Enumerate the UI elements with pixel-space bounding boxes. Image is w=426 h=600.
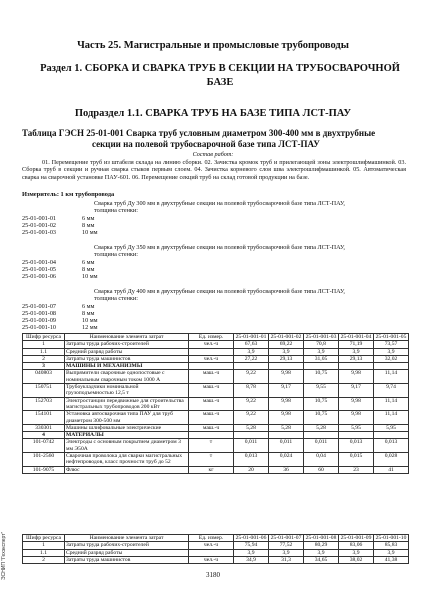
cell-value [234,432,269,439]
cell-value: 3,9 [304,348,339,355]
norm-value: 10 мм [82,229,98,237]
cell-value: 9,98 [339,370,374,384]
cell-value: 75,94 [234,542,269,549]
header-unit: Ед. измер. [189,334,234,341]
section-title: Раздел 1. СБОРКА И СВАРКА ТРУБ В СЕКЦИИ НА ТРУБОСВАРОЧНОЙ БАЗЕ [40,63,400,88]
norm-value: 12 мм [82,324,98,332]
cell-value: 3,9 [304,549,339,556]
cell-value: 23 [339,466,374,473]
cell-value: 41,38 [374,556,409,563]
composition-text: 01. Перемещение труб из штабеля склада на линию сборки. 02. Зачистка кромок труб и прилегающей зоны электрошлифмашинкой. 03. Сборка труб в секции и ручная сварка стыков первым слоем. 04. Зачистка корневого слоя шва электрошлифмашинкой. 05. Автоматическая сварка на сварочной установке ПАУ-601. 06. Перемещение секций труб на склад готовой продукции на базе. [22,159,406,181]
cell-value [374,363,409,370]
cell-value: 38,02 [339,556,374,563]
cell-value: 69,22 [269,341,304,348]
cell-value: 32,02 [374,355,409,362]
cell-value: 3,9 [234,348,269,355]
cell-element-name: Затраты труда рабочих-строителей [65,542,189,549]
group-description-2: толщина стенки: [94,207,138,215]
cell-unit: чел.-ч [189,341,234,348]
table-row [23,556,409,563]
cell-unit: чел.-ч [189,355,234,362]
cell-unit: маш.-ч [189,370,234,384]
table-row [23,370,409,384]
cell-value: 5,28 [269,424,304,431]
header-norm-code: 25-01-001-07 [269,535,304,542]
table-title-line-1: Таблица ГЭСН 25-01-001 Сварка труб условным диаметром 300-400 мм в двухтрубные [22,128,376,138]
cell-value: 9,74 [374,384,409,398]
cell-value: 11,14 [374,370,409,384]
norm-value: 6 мм [82,214,95,222]
cell-value [339,363,374,370]
cell-value: 67,63 [234,341,269,348]
norm-code: 25-01-001-04 [22,258,57,266]
cell-value [374,432,409,439]
header-norm-code: 25-01-001-05 [374,334,409,341]
header-norm-code: 25-01-001-09 [339,535,374,542]
group-description: Сварка труб Ду 300 мм в двухтрубные секции на полевой трубосварочной базе типа ЛСТ-ПАУ, [94,200,345,207]
cell-unit: т [189,439,234,453]
cell-element-name: Затраты труда машинистов [65,556,189,563]
cell-element-name: МАШИНЫ И МЕХАНИЗМЫ [65,363,189,370]
norm-value: 10 мм [82,273,98,281]
cell-value: 0,011 [304,439,339,453]
table-row [23,424,409,431]
cell-element-name: Электростанции передвижные для строительства магистральных трубопроводов 200 кВт [65,397,189,411]
header-norm-code: 25-01-001-04 [339,334,374,341]
cell-value: 11,14 [374,411,409,425]
cell-unit: маш.-ч [189,411,234,425]
cell-value: 0,013 [234,453,269,467]
cell-value: 9,22 [234,397,269,411]
norm-group-1 [22,200,412,236]
norm-code: 25-01-001-03 [22,229,57,237]
cell-value: 29,13 [269,355,304,362]
cell-resource-code: 152703 [23,397,65,411]
cell-unit [189,549,234,556]
cell-value: 5,95 [374,424,409,431]
cell-value: 10,75 [304,370,339,384]
norm-group-2 [22,244,412,280]
cell-value: 85,83 [374,542,409,549]
cell-unit: маш.-ч [189,424,234,431]
group-description-2: толщина стенки: [94,295,138,303]
cell-value: 8,78 [234,384,269,398]
cell-resource-code: 1 [23,542,65,549]
group-item [22,215,412,222]
cell-element-name: Затраты труда машинистов [65,355,189,362]
norm-code: 25-01-001-07 [22,302,57,310]
cell-value: 9,17 [339,384,374,398]
table-row [23,348,409,355]
norm-code: 25-01-001-01 [22,214,57,222]
part-title: Часть 25. Магистральные и промысловые трубопроводы [77,40,349,51]
side-note-text: ЭСНИП "Гехэксперт" [1,531,7,580]
cell-resource-code: 101-2560 [23,453,65,467]
cell-value: 9,55 [304,384,339,398]
cell-value: 80,29 [304,542,339,549]
cell-unit [189,348,234,355]
cell-value: 27,22 [234,355,269,362]
table-row [23,411,409,425]
table-row [23,363,409,370]
cell-value: 0,015 [339,453,374,467]
cell-value: 3,9 [269,549,304,556]
cell-unit: маш.-ч [189,384,234,398]
cell-element-name: Средний разряд работы [65,549,189,556]
cell-value: 5,28 [234,424,269,431]
norm-code: 25-01-001-02 [22,221,57,229]
cell-value: 31,05 [304,355,339,362]
table-title [22,128,412,150]
group-item [22,317,412,324]
norm-code: 25-01-001-09 [22,317,57,325]
cell-value: 0,024 [269,453,304,467]
cell-value: 83,06 [339,542,374,549]
cell-value: 31,3 [269,556,304,563]
table-row [23,341,409,348]
cell-value: 9,17 [269,384,304,398]
cell-resource-code: 150751 [23,384,65,398]
norm-value: 8 мм [82,309,95,317]
cell-value: 3,9 [234,549,269,556]
group-item [22,259,412,266]
norm-value: 10 мм [82,317,98,325]
cell-value [339,432,374,439]
subsection-title: Подраздел 1.1. СВАРКА ТРУБ НА БАЗЕ ТИПА ЛСТ-ПАУ [74,108,352,119]
cell-element-name: Установка автосварочная типа ПАУ для труб диаметром 300-500 мм [65,411,189,425]
cell-value: 77,52 [269,542,304,549]
cell-value: 3,9 [374,549,409,556]
table-header-row [23,334,409,341]
cell-resource-code: 330301 [23,424,65,431]
cell-value: 0,028 [374,453,409,467]
table-row [23,355,409,362]
cell-value: 9,98 [269,370,304,384]
group-item [22,310,412,317]
cell-unit: т [189,453,234,467]
norm-value: 6 мм [82,302,95,310]
cell-element-name: МАТЕРИАЛЫ [65,432,189,439]
cell-value: 9,98 [339,397,374,411]
cell-value: 0,013 [339,439,374,453]
cell-element-name: Выпрямители сварочные однопостовые с номинальным сварочным током 1000 А [65,370,189,384]
header-norm-code: 25-01-001-03 [304,334,339,341]
cell-value [304,363,339,370]
cell-value: 34,65 [304,556,339,563]
cell-resource-code: 1.1 [23,348,65,355]
cell-value: 29,13 [339,355,374,362]
table-row [23,466,409,473]
cell-unit [189,432,234,439]
cell-value: 34,9 [234,556,269,563]
table-row [23,549,409,556]
cell-value: 9,98 [269,397,304,411]
header-resource-code: Шифр ресурса [23,334,65,341]
meter-label: Измеритель: 1 км трубопровода [22,191,115,198]
cell-value: 3,9 [269,348,304,355]
group-description-2: толщина стенки: [94,251,138,259]
cell-resource-code: 1 [23,341,65,348]
cell-resource-code: 1.1 [23,549,65,556]
cell-value: 10,75 [304,397,339,411]
table-row [23,384,409,398]
cell-element-name: Электроды с основным покрытием диаметром 3 мм Э50А [65,439,189,453]
cell-value: 5,95 [339,424,374,431]
group-item [22,303,412,310]
cell-value: 3,9 [339,549,374,556]
composition-heading: Состав работ: [192,151,234,158]
norm-code: 25-01-001-10 [22,324,57,332]
table-title-line-2: секции на полевой трубосварочной базе типа ЛСТ-ПАУ [92,139,320,149]
norm-value: 8 мм [82,221,95,229]
norm-code: 25-01-001-05 [22,265,57,273]
cell-value: 0,013 [374,439,409,453]
table-header-row [23,535,409,542]
header-norm-code: 25-01-001-06 [234,535,269,542]
cell-value: 73,57 [374,341,409,348]
group-item [22,266,412,273]
table-row [23,439,409,453]
cell-unit: маш.-ч [189,397,234,411]
cell-value: 20 [234,466,269,473]
header-unit: Ед. измер. [189,535,234,542]
cell-resource-code: 154101 [23,411,65,425]
side-watermark [1,460,11,580]
header-resource-code: Шифр ресурса [23,535,65,542]
cell-element-name: Средний разряд работы [65,348,189,355]
cell-element-name: Сварочная проволока для сварки магистральных нефтепроводов, класс прочности труб до 52 [65,453,189,467]
cell-value: 3,9 [374,348,409,355]
cell-resource-code: 3 [23,363,65,370]
cell-unit [189,363,234,370]
group-description: Сварка труб Ду 350 мм в двухтрубные секции на полевой трубосварочной базе типа ЛСТ-ПАУ, [94,244,345,251]
table-row [23,432,409,439]
cell-resource-code: 2 [23,355,65,362]
cell-unit: чел.-ч [189,542,234,549]
cell-value: 0,011 [234,439,269,453]
header-element-name: Наименование элемента затрат [65,334,189,341]
cell-value: 71,19 [339,341,374,348]
cell-resource-code: 040803 [23,370,65,384]
header-element-name: Наименование элемента затрат [65,535,189,542]
cell-element-name: Флюс [65,466,189,473]
cell-resource-code: 101-9075 [23,466,65,473]
norm-code: 25-01-001-06 [22,273,57,281]
group-item [22,229,412,236]
cell-value: 9,98 [339,411,374,425]
cell-unit: чел.-ч [189,556,234,563]
group-item [22,324,412,331]
header-norm-code: 25-01-001-10 [374,535,409,542]
cell-unit: кг [189,466,234,473]
cell-value: 9,22 [234,370,269,384]
table-row [23,542,409,549]
cell-resource-code: 4 [23,432,65,439]
cell-value: 0,04 [304,453,339,467]
cell-resource-code: 2 [23,556,65,563]
norm-group-3 [22,288,412,332]
cell-value: 41 [374,466,409,473]
cell-value: 70,8 [304,341,339,348]
cell-value: 0,011 [269,439,304,453]
group-item [22,273,412,280]
cell-value: 36 [269,466,304,473]
cell-value: 10,75 [304,411,339,425]
cell-value: 5,28 [304,424,339,431]
header-norm-code: 25-01-001-01 [234,334,269,341]
group-description: Сварка труб Ду 400 мм в двухтрубные секции на полевой трубосварочной базе типа ЛСТ-ПАУ, [94,288,345,295]
header-norm-code: 25-01-001-02 [269,334,304,341]
resource-table-1 [22,333,409,474]
cell-value [269,363,304,370]
cell-value: 60 [304,466,339,473]
cell-value: 11,14 [374,397,409,411]
cell-value [269,432,304,439]
cell-value: 9,98 [269,411,304,425]
cell-value [234,363,269,370]
resource-table-2 [22,534,409,564]
cell-resource-code: 101-0742 [23,439,65,453]
cell-value: 9,22 [234,411,269,425]
page-number: 3180 [206,571,220,579]
table-row [23,453,409,467]
header-norm-code: 25-01-001-08 [304,535,339,542]
table-row [23,397,409,411]
group-item [22,222,412,229]
norm-value: 6 мм [82,258,95,266]
norm-code: 25-01-001-08 [22,309,57,317]
cell-element-name: Затраты труда рабочих-строителей [65,341,189,348]
cell-element-name: Трубоукладчики номинальной грузоподъемностью 12,5 т [65,384,189,398]
cell-element-name: Машины шлифовальные электрические [65,424,189,431]
norm-value: 8 мм [82,265,95,273]
cell-value: 3,9 [339,348,374,355]
cell-value [304,432,339,439]
